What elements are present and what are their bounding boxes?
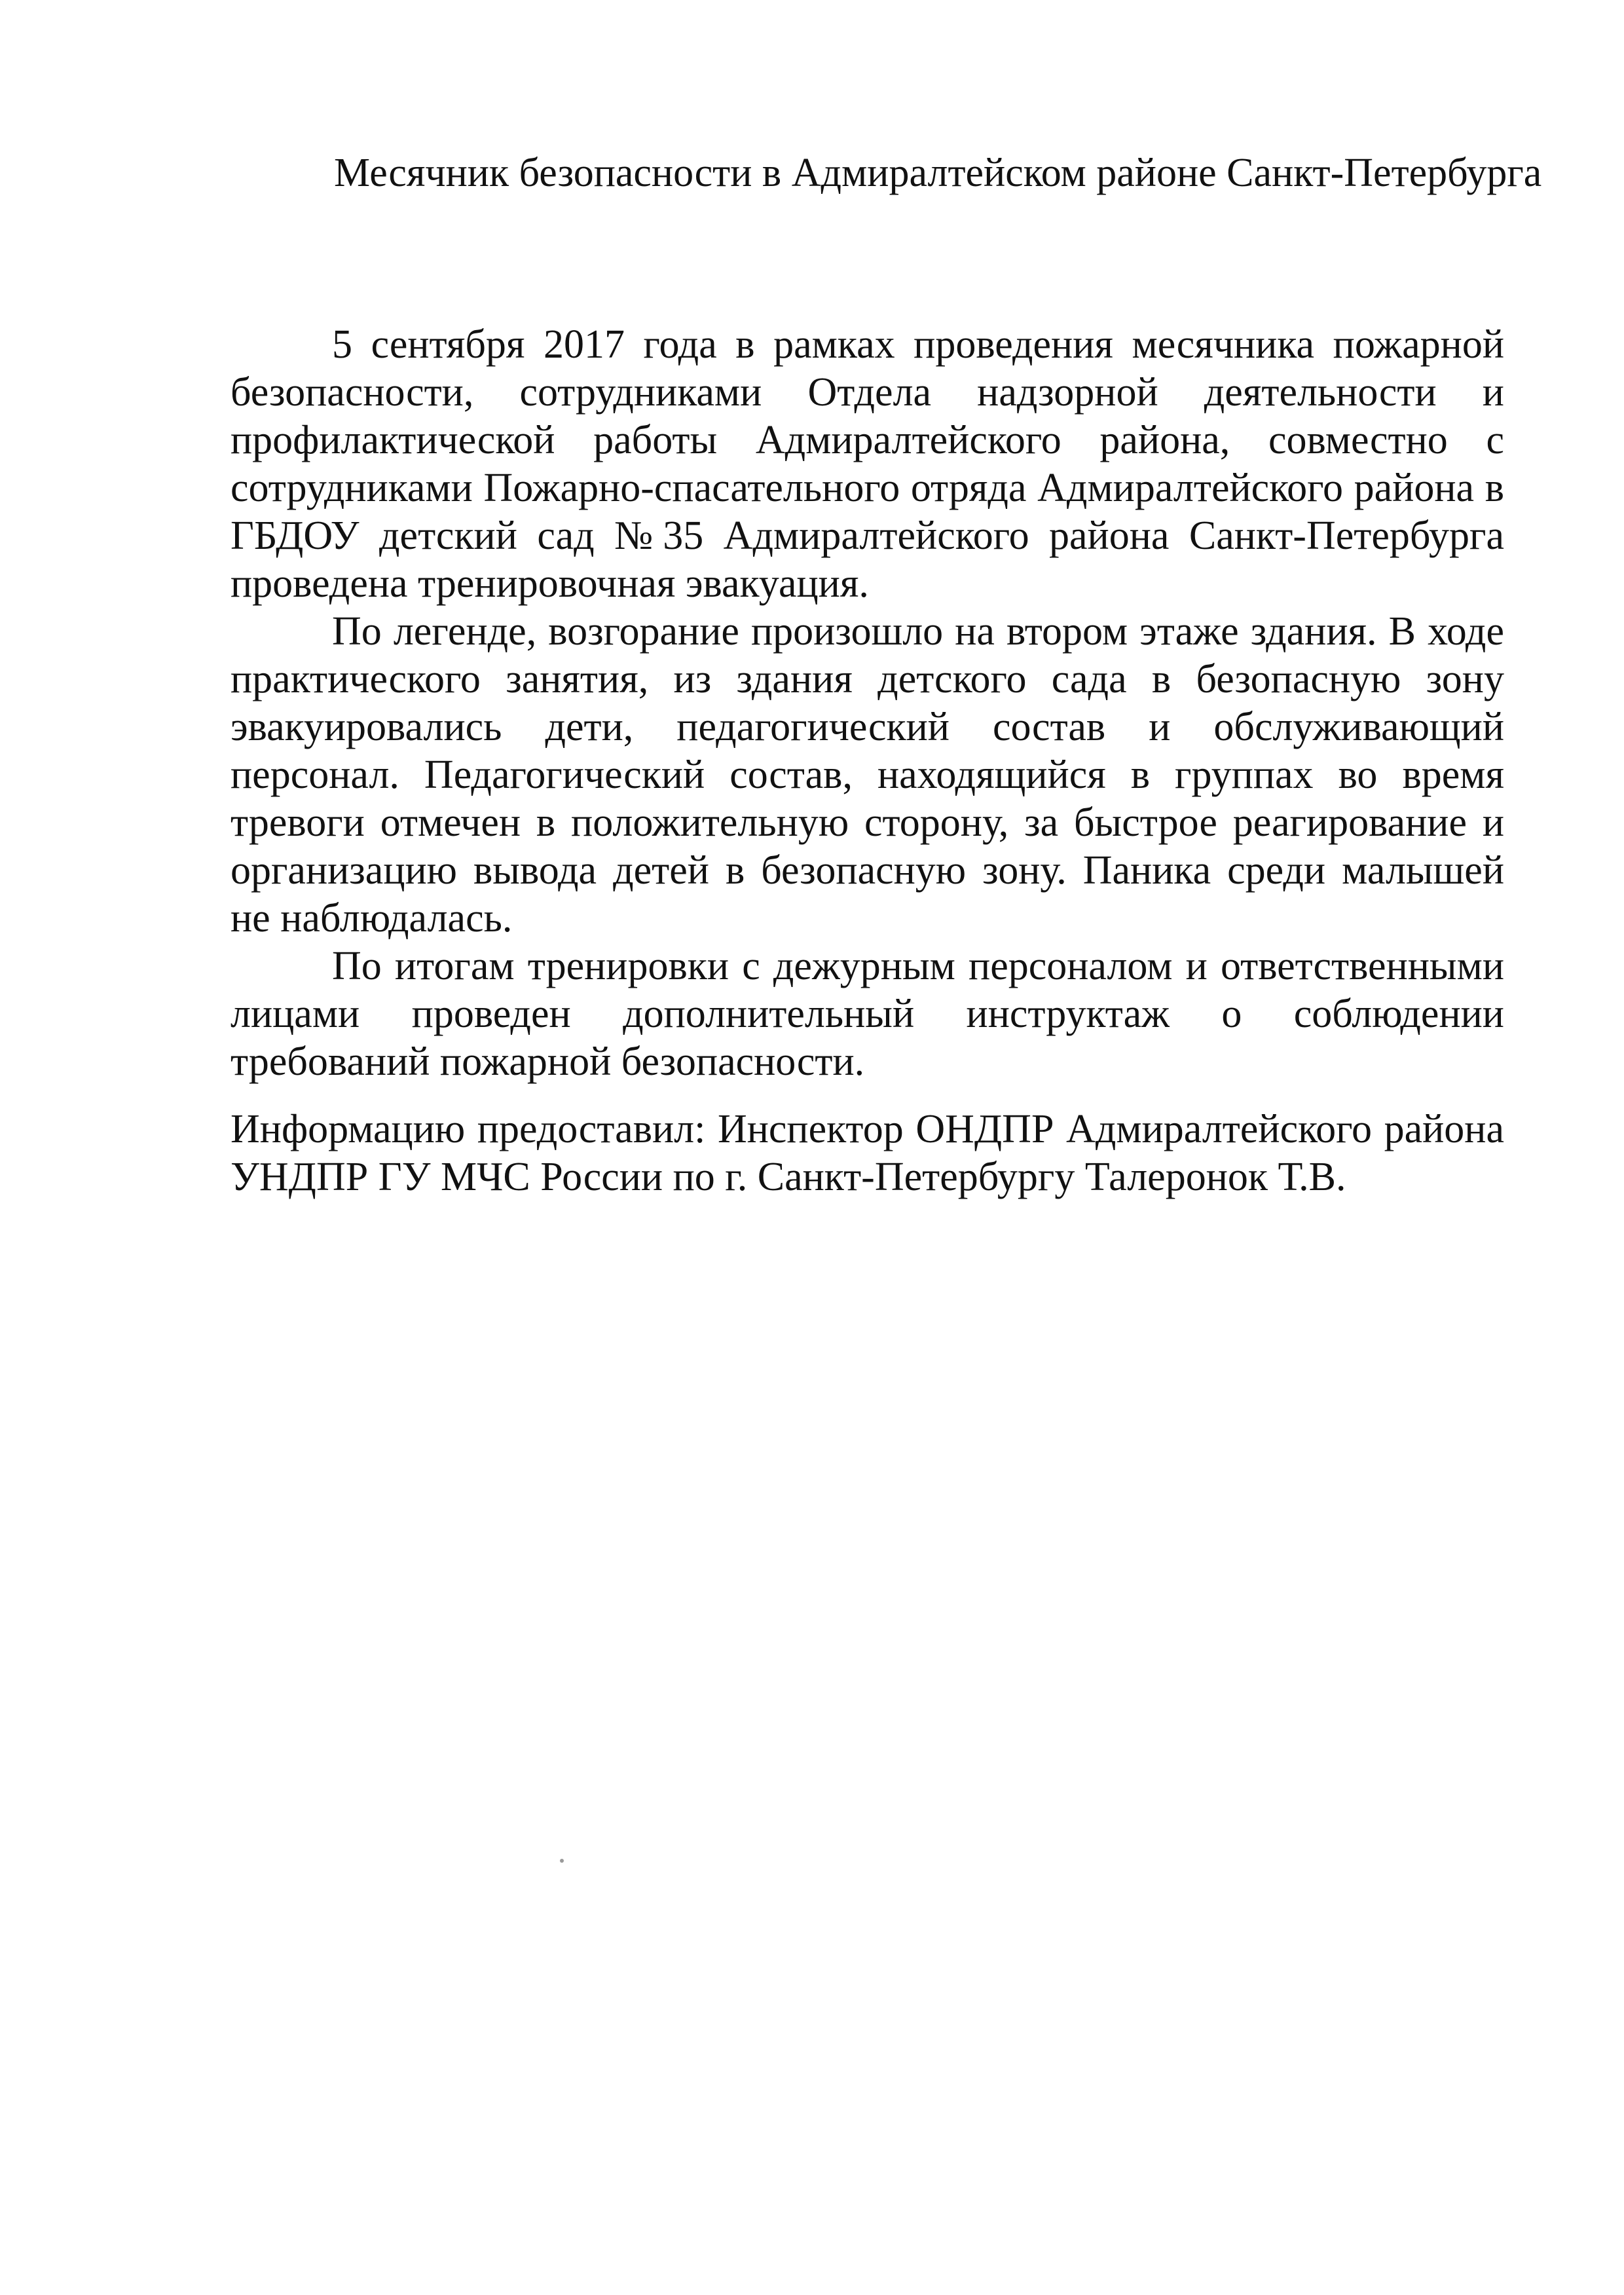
information-provider: Информацию предоставил: Инспектор ОНДПР Адмиралтейского района УНДПР ГУ МЧС России по г. Санкт-Петербургу Талеронок Т.В.: [231, 1107, 1504, 1199]
document-body: [231, 321, 1504, 1086]
document-title: Месячник безопасности в Адмиралтейском районе Санкт-Петербурга: [334, 151, 1542, 195]
paragraph-results: По итогам тренировки с дежурным персоналом и ответственными лицами проведен дополнительный инструктаж о соблюдении требований пожарной безопасности.: [231, 944, 1504, 1084]
paragraph-legend: По легенде, возгорание произошло на втором этаже здания. В ходе практического занятия, из здания детского сада в безопасную зону эвакуировались дети, педагогический состав и обслуживающий персонал. Педагогический состав, находящийся в группах во время тревоги отмечен в положительную сторону, за быстрое реагирование и организацию вывода детей в безопасную зону. Паника среди малышей не наблюдалась.: [231, 609, 1504, 941]
scan-speck: [560, 1859, 564, 1863]
paragraph-evacuation-drill: 5 сентября 2017 года в рамках проведения месячника пожарной безопасности, сотрудниками Отдела надзорной деятельности и профилактической работы Адмиралтейского района, совместно с сотрудниками Пожарно-спасательного отряда Адмиралтейского района в ГБДОУ детский сад №35 Адмиралтейского района Санкт-Петербурга проведена тренировочная эвакуация.: [231, 322, 1504, 606]
